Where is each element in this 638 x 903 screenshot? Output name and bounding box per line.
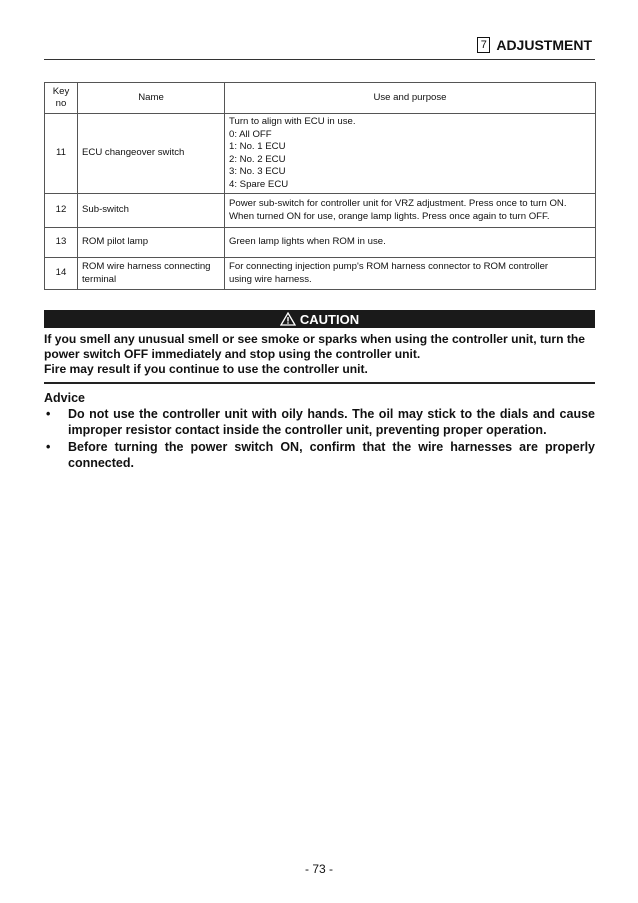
column-header-key: Key no: [45, 83, 78, 114]
table-row: [45, 114, 596, 194]
use-line: When turned ON for use, orange lamp lights. Press once again to turn OFF.: [229, 210, 550, 222]
row-use: [225, 258, 596, 290]
chapter-number-box: 7: [477, 37, 490, 53]
chapter-header: [477, 37, 592, 53]
advice-title: Advice: [44, 391, 85, 405]
row-key: 11: [45, 114, 78, 194]
chapter-title: ADJUSTMENT: [496, 37, 592, 53]
caution-label: CAUTION: [299, 311, 360, 327]
table-row: [45, 228, 596, 258]
page-number: - 73 -: [304, 862, 333, 876]
row-key: 13: [45, 228, 78, 258]
controls-table: [44, 82, 596, 290]
table-row: [45, 194, 596, 228]
row-use: [225, 114, 596, 194]
row-key: 14: [45, 258, 78, 290]
row-name: Sub-switch: [78, 194, 225, 228]
use-line: 2: No. 2 ECU: [229, 153, 286, 165]
column-header-use: Use and purpose: [225, 83, 596, 114]
column-header-name: Name: [78, 83, 225, 114]
caution-text: [44, 332, 595, 377]
row-use: [225, 194, 596, 228]
caution-line: If you smell any unusual smell or see smoke or sparks when using the controller unit, turn the power switch OFF immediately and stop using the controller unit.: [44, 332, 585, 361]
caution-line: Fire may result if you continue to use the controller unit.: [44, 362, 368, 376]
advice-text: Do not use the controller unit with oily hands. The oil may stick to the dials and cause improper resistor contact inside the controller unit, preventing proper operation.: [68, 407, 595, 437]
warning-triangle-icon: [280, 312, 296, 326]
list-item: [44, 440, 595, 471]
row-name: ROM wire harness connecting terminal: [78, 258, 225, 290]
use-line: 3: No. 3 ECU: [229, 166, 286, 177]
bullet: •: [46, 407, 51, 421]
caution-banner: [44, 310, 595, 328]
table-header-row: [45, 83, 596, 114]
advice-list: [44, 407, 595, 473]
advice-text: Before turning the power switch ON, confirm that the wire harnesses are properly connected.: [68, 440, 595, 470]
use-line: 4: Spare ECU: [229, 178, 289, 190]
row-name: ROM pilot lamp: [78, 228, 225, 258]
use-line: Power sub-switch for controller unit for VRZ adjustment. Press once to turn ON.: [229, 198, 567, 209]
row-use: [225, 228, 596, 258]
use-line: using wire harness.: [229, 273, 312, 285]
row-key: 12: [45, 194, 78, 228]
use-line: 1: No. 1 ECU: [229, 141, 286, 152]
list-item: [44, 407, 595, 438]
header-divider: [44, 59, 595, 60]
use-line: Green lamp lights when ROM in use.: [229, 236, 386, 248]
use-line: Turn to align with ECU in use.: [229, 116, 356, 127]
use-line: 0: All OFF: [229, 128, 272, 140]
table-row: [45, 258, 596, 290]
use-line: For connecting injection pump's ROM harness connector to ROM controller: [229, 261, 549, 272]
bullet: •: [46, 440, 51, 454]
row-name: ECU changeover switch: [78, 114, 225, 194]
caution-divider: [44, 382, 595, 384]
